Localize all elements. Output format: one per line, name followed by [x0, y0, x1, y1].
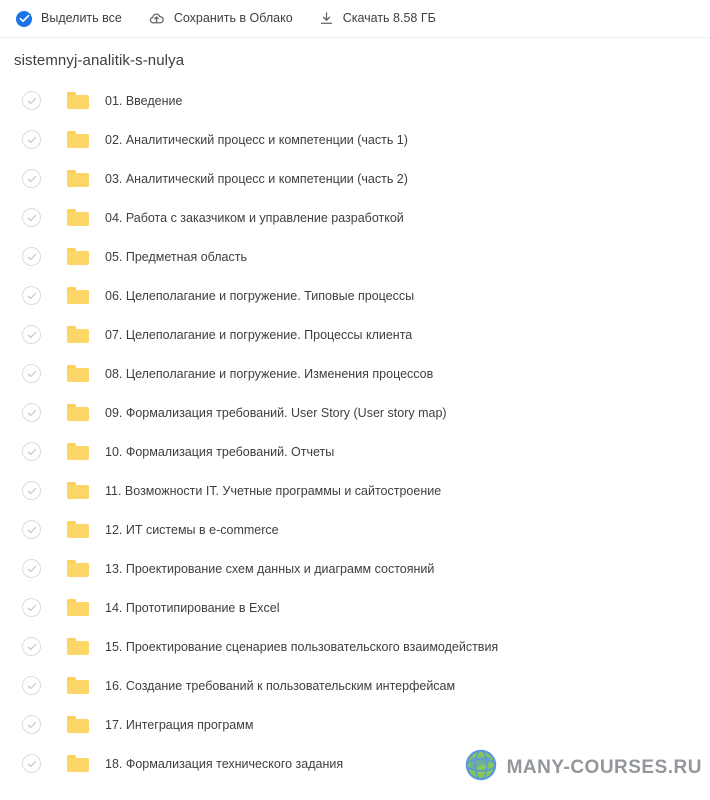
list-item[interactable] [0, 159, 710, 198]
folder-icon [67, 248, 89, 265]
folder-icon [67, 365, 89, 382]
row-checkbox[interactable] [22, 637, 41, 656]
save-to-cloud-label: Сохранить в Облако [173, 11, 293, 26]
file-list [0, 81, 710, 783]
row-checkbox[interactable] [22, 715, 41, 734]
list-item[interactable] [0, 510, 710, 549]
folder-icon [67, 755, 89, 772]
folder-icon [67, 521, 89, 538]
list-item[interactable] [0, 81, 710, 120]
row-checkbox[interactable] [22, 754, 41, 773]
row-checkbox[interactable] [22, 442, 41, 461]
page-title: sistemnyj-analitik-s-nulya [14, 52, 185, 69]
file-name: 16. Создание требований к пользовательским интерфейсам [105, 678, 456, 693]
row-checkbox[interactable] [22, 559, 41, 578]
watermark [461, 745, 702, 790]
list-item[interactable] [0, 471, 710, 510]
folder-icon [67, 209, 89, 226]
list-item[interactable] [0, 315, 710, 354]
row-checkbox[interactable] [22, 286, 41, 305]
select-all-button[interactable] [16, 11, 122, 27]
folder-icon [67, 716, 89, 733]
row-checkbox[interactable] [22, 403, 41, 422]
file-name: 07. Целеполагание и погружение. Процессы клиента [105, 327, 413, 342]
folder-icon [67, 677, 89, 694]
list-item[interactable] [0, 666, 710, 705]
list-item[interactable] [0, 627, 710, 666]
row-checkbox[interactable] [22, 130, 41, 149]
file-name: 09. Формализация требований. User Story (User story map) [105, 405, 447, 420]
file-name: 15. Проектирование сценариев пользовательского взаимодействия [105, 639, 499, 654]
file-name: 14. Прототипирование в Excel [105, 600, 280, 615]
folder-icon [67, 560, 89, 577]
row-checkbox[interactable] [22, 325, 41, 344]
row-checkbox[interactable] [22, 598, 41, 617]
folder-icon [67, 131, 89, 148]
file-name: 13. Проектирование схем данных и диаграмм состояний [105, 561, 435, 576]
cloud-upload-icon [148, 10, 165, 27]
file-name: 02. Аналитический процесс и компетенции (часть 1) [105, 132, 408, 147]
row-checkbox[interactable] [22, 247, 41, 266]
file-name: 01. Введение [105, 93, 183, 108]
row-checkbox[interactable] [22, 91, 41, 110]
download-icon [319, 11, 334, 26]
file-name: 03. Аналитический процесс и компетенции (часть 2) [105, 171, 408, 186]
folder-icon [67, 404, 89, 421]
file-name: 06. Целеполагание и погружение. Типовые процессы [105, 288, 415, 303]
row-checkbox[interactable] [22, 169, 41, 188]
globe-icon [461, 745, 501, 790]
list-item[interactable] [0, 198, 710, 237]
row-checkbox[interactable] [22, 208, 41, 227]
list-item[interactable] [0, 237, 710, 276]
download-button[interactable] [319, 11, 436, 26]
folder-icon [67, 326, 89, 343]
file-name: 05. Предметная область [105, 249, 247, 264]
row-checkbox[interactable] [22, 676, 41, 695]
list-item[interactable] [0, 354, 710, 393]
row-checkbox[interactable] [22, 481, 41, 500]
file-name: 12. ИТ системы в e-commerce [105, 522, 279, 537]
list-item[interactable] [0, 705, 710, 744]
file-name: 08. Целеполагание и погружение. Изменения процессов [105, 366, 434, 381]
folder-icon [67, 599, 89, 616]
watermark-text: MANY-COURSES.RU [506, 756, 702, 778]
file-name: 11. Возможности IT. Учетные программы и сайтостроение [105, 483, 442, 498]
file-name: 04. Работа с заказчиком и управление разработкой [105, 210, 404, 225]
select-all-label: Выделить все [41, 11, 122, 26]
file-name: 10. Формализация требований. Отчеты [105, 444, 335, 459]
file-name: 18. Формализация технического задания [105, 756, 344, 771]
list-item[interactable] [0, 588, 710, 627]
folder-icon [67, 92, 89, 109]
toolbar [0, 0, 710, 38]
folder-icon [67, 287, 89, 304]
file-name: 17. Интеграция программ [105, 717, 254, 732]
list-item[interactable] [0, 549, 710, 588]
folder-icon [67, 170, 89, 187]
row-checkbox[interactable] [22, 364, 41, 383]
list-item[interactable] [0, 432, 710, 471]
folder-icon [67, 638, 89, 655]
folder-icon [67, 443, 89, 460]
list-item[interactable] [0, 276, 710, 315]
download-label: Скачать 8.58 ГБ [342, 11, 436, 26]
list-item[interactable] [0, 393, 710, 432]
check-circle-icon [16, 11, 32, 27]
row-checkbox[interactable] [22, 520, 41, 539]
save-to-cloud-button[interactable] [148, 10, 293, 27]
list-item[interactable] [0, 120, 710, 159]
folder-icon [67, 482, 89, 499]
